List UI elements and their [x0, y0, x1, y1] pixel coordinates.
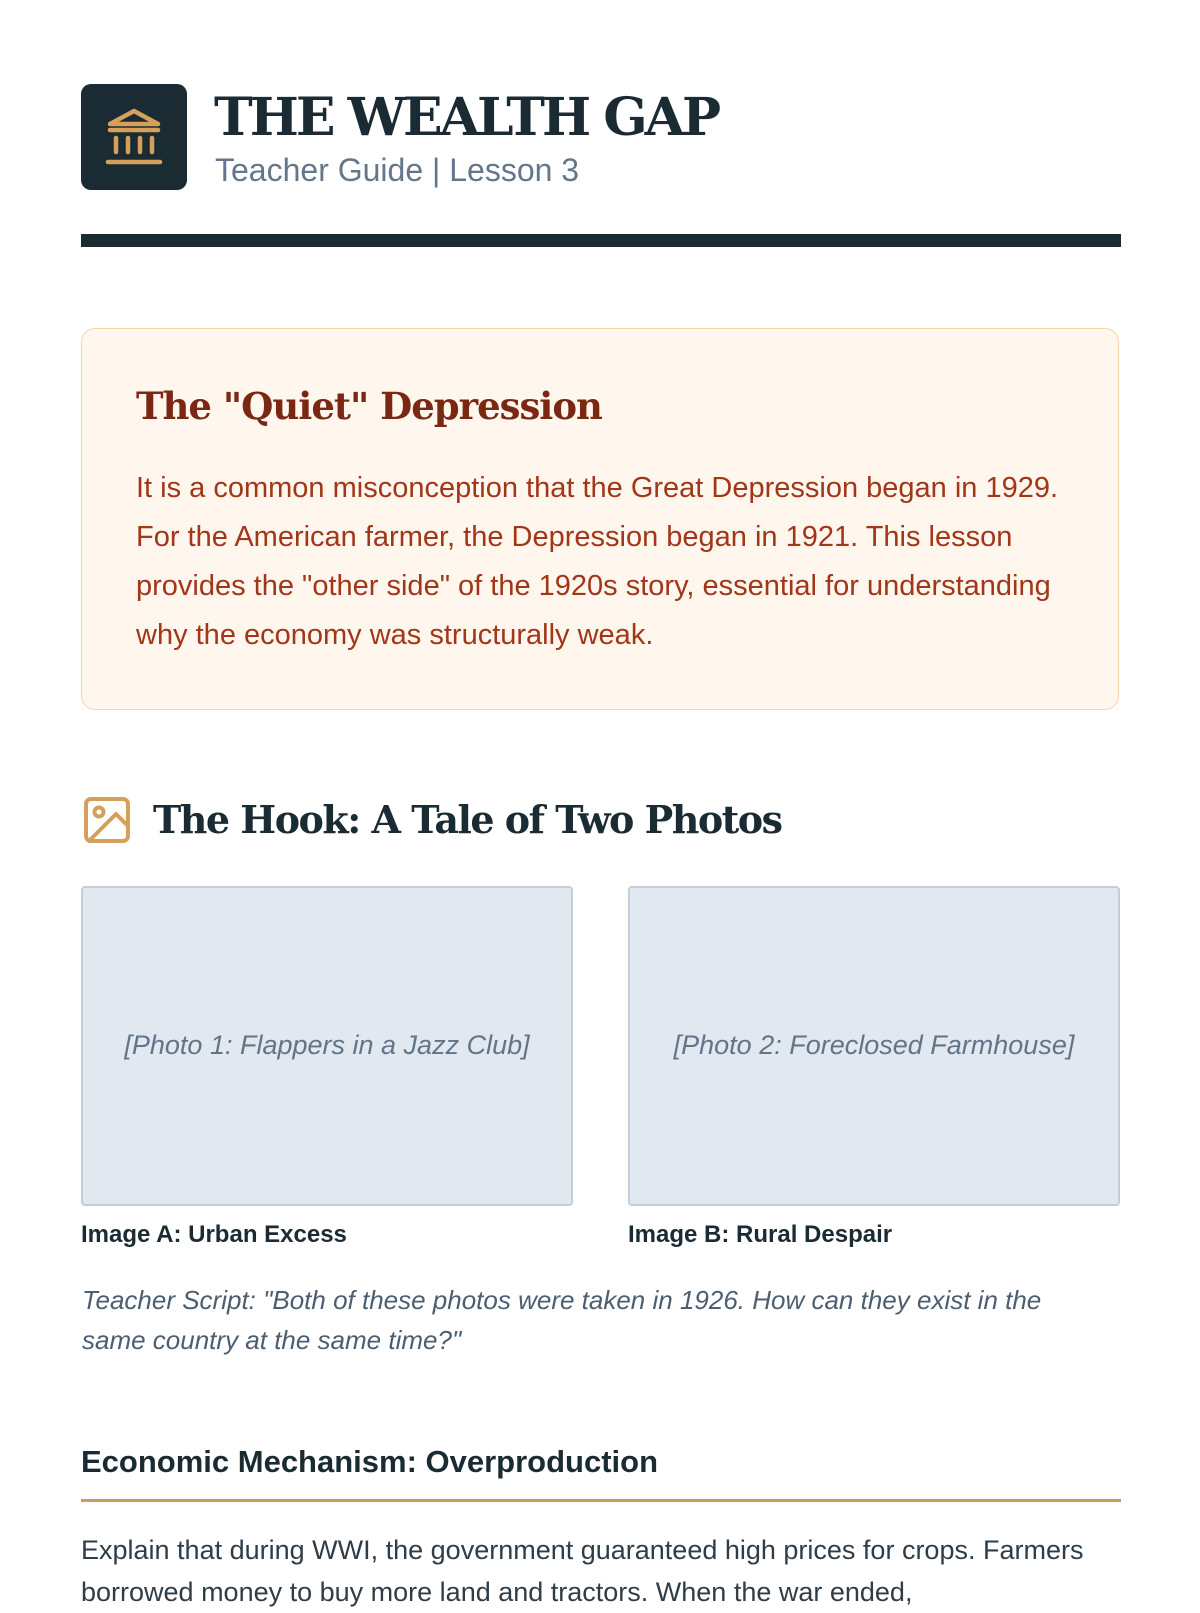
mechanism-section-title: Economic Mechanism: Overproduction	[81, 1444, 659, 1479]
hook-section-header	[81, 794, 1121, 850]
page-header	[81, 84, 1121, 194]
photo-placeholder-label: [Photo 2: Foreclosed Farmhouse]	[673, 1030, 1075, 1060]
logo	[81, 84, 187, 190]
photo-caption-a: Image A: Urban Excess	[81, 1221, 347, 1248]
page-subtitle: Teacher Guide | Lesson 3	[215, 152, 580, 188]
photo-placeholder-label: [Photo 1: Flappers in a Jazz Club]	[124, 1030, 530, 1060]
hook-section-title: The Hook: A Tale of Two Photos	[153, 797, 782, 842]
callout-body: It is a common misconception that the Great Depression began in 1929. For the American farmer, the Depression began in 1921. This lesson provides the "other side" of the 1920s story, essential for understanding why the economy was structurally weak.	[136, 472, 1059, 651]
photo-caption-b: Image B: Rural Despair	[628, 1221, 893, 1248]
photo-placeholder-b	[628, 886, 1120, 1206]
bank-icon	[104, 106, 164, 168]
header-divider	[81, 234, 1121, 247]
mechanism-divider	[81, 1499, 1121, 1502]
callout-title: The "Quiet" Depression	[136, 384, 602, 428]
page-title: THE WEALTH GAP	[214, 87, 719, 148]
teacher-script: Teacher Script: "Both of these photos were taken in 1926. How can they exist in the same country at the same time?"	[82, 1285, 1042, 1355]
photo-placeholder-a	[81, 886, 573, 1206]
intro-callout	[81, 328, 1119, 710]
image-icon	[83, 796, 131, 844]
mechanism-body: Explain that during WWI, the government guaranteed high prices for crops. Farmers borrowed money to buy more land and tractors. When the war ended,	[81, 1535, 1084, 1607]
